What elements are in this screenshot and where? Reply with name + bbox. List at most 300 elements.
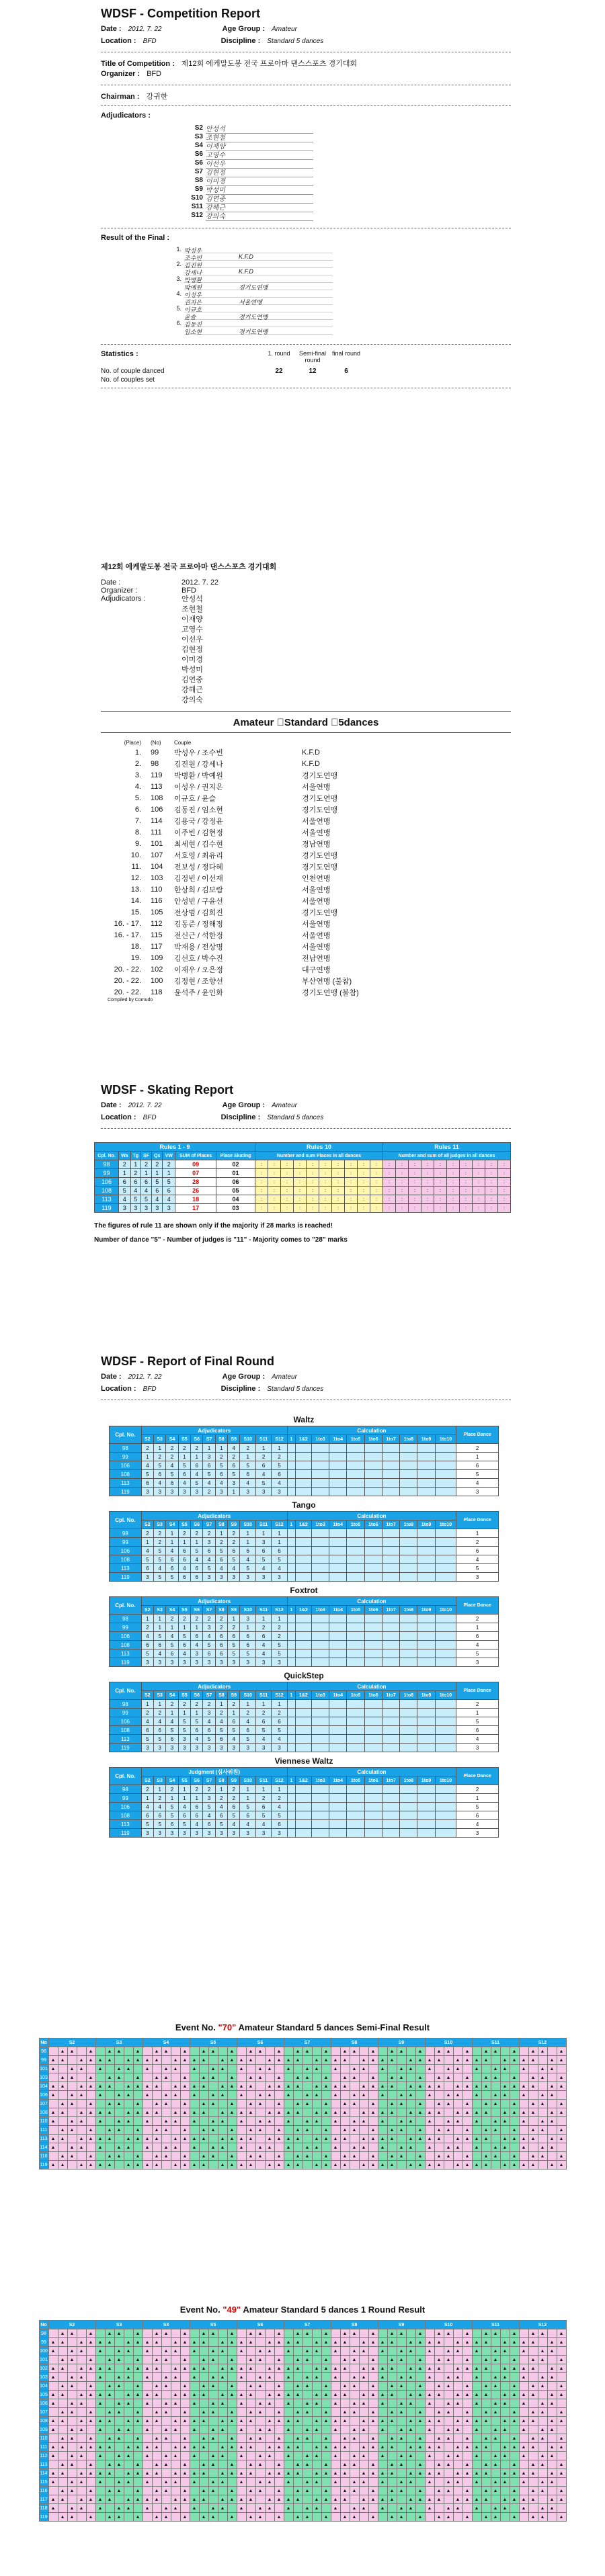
place-dance: 4 (456, 1820, 499, 1829)
dance-row (110, 1470, 499, 1479)
event-mark-cell: ▲ (481, 2356, 491, 2364)
event-mark-cell: ▲ (227, 2338, 237, 2347)
event-mark-cell: ▲ (340, 2356, 350, 2364)
calc-header: 1to9 (417, 1435, 435, 1444)
event-judge-header: S11 (472, 2321, 519, 2329)
event-mark-cell: ▲ (331, 2417, 340, 2425)
event-row (39, 2100, 566, 2108)
event-mark-cell (86, 2478, 95, 2487)
event-mark-cell: ▲ (208, 2478, 218, 2487)
event-mark-cell: ▲ (557, 2152, 566, 2161)
event-mark-cell (312, 2047, 321, 2056)
event-row (39, 2347, 566, 2356)
event-mark-cell: ▲ (462, 2434, 472, 2443)
event-mark-cell: ▲ (510, 2073, 519, 2082)
event-mark-cell (67, 2417, 77, 2425)
event-mark-cell: ▲ (368, 2108, 378, 2117)
calc-cell (364, 1658, 382, 1667)
event-mark-cell: ▲ (557, 2469, 566, 2478)
event-mark-cell: ▲ (519, 2364, 528, 2373)
event-mark-cell: ▲ (227, 2152, 237, 2161)
event-mark-cell: ▲ (265, 2347, 274, 2356)
calc-cell (417, 1785, 435, 1794)
event-mark-cell: ▲ (124, 2443, 133, 2452)
calc-cell (435, 1735, 456, 1744)
event-mark-cell: ▲ (387, 2487, 397, 2495)
judge-mark: 1 (141, 1453, 153, 1461)
event-couple-no: 110 (39, 2434, 48, 2443)
event-mark-cell (528, 2065, 538, 2073)
summary-date-row (101, 578, 511, 587)
place-skating: 01 (216, 1169, 255, 1178)
result-club: 대구연맹 (302, 965, 331, 974)
event-mark-cell (397, 2417, 406, 2425)
event-mark-cell: ▲ (246, 2047, 255, 2056)
result-row (101, 918, 511, 929)
event-mark-cell (378, 2126, 387, 2135)
event-mark-cell (406, 2487, 415, 2495)
event-mark-cell: ▲ (227, 2513, 237, 2522)
dance-title: Foxtrot (290, 1586, 318, 1595)
place-dance: 1 (456, 1794, 499, 1803)
judge-mark: 6 (240, 1811, 256, 1820)
event-mark-cell (321, 2399, 331, 2408)
event-mark-cell: ▲ (500, 2443, 510, 2452)
judge-mark: 1 (272, 1529, 288, 1538)
event-mark-cell: ▲ (199, 2329, 208, 2338)
event-mark-cell (171, 2356, 180, 2364)
event-mark-cell (491, 2056, 500, 2065)
event-mark-cell (415, 2373, 425, 2382)
dance-place: 1 (152, 1169, 163, 1178)
event-mark-cell: ▲ (547, 2478, 557, 2487)
event-mark-cell (77, 2126, 86, 2135)
event-mark-cell: ▲ (387, 2082, 397, 2091)
event-mark-cell: ▲ (227, 2417, 237, 2425)
event-mark-cell (453, 2408, 462, 2417)
judge-mark: 1 (178, 1709, 190, 1717)
dance-title: Tango (292, 1500, 316, 1510)
event-mark-cell: ▲ (331, 2364, 340, 2373)
event-judge-header: S8 (331, 2321, 378, 2329)
judge-mark: 3 (228, 1744, 240, 1752)
summary-date-value: 2012. 7. 22 (182, 578, 219, 587)
event-mark-cell: ▲ (350, 2425, 359, 2434)
event-mark-cell: ▲ (397, 2347, 406, 2356)
event-mark-cell: ▲ (86, 2460, 95, 2469)
event-mark-cell: ▲ (171, 2495, 180, 2504)
event-mark-cell: ▲ (48, 2391, 58, 2399)
judge-header: S3 (154, 1776, 166, 1785)
event-mark-cell: ▲ (171, 2425, 180, 2434)
event-mark-cell (77, 2047, 86, 2056)
event-mark-cell: ▲ (491, 2460, 500, 2469)
event-mark-cell: ▲ (77, 2391, 86, 2399)
event-mark-cell: ▲ (331, 2161, 340, 2170)
event-mark-cell: ▲ (387, 2434, 397, 2443)
calc-cell (295, 1461, 311, 1470)
event-mark-cell: ▲ (265, 2108, 274, 2117)
event-mark-cell: ▲ (255, 2504, 265, 2513)
event-row (39, 2382, 566, 2391)
event-mark-cell (105, 2452, 114, 2460)
event-mark-cell (321, 2425, 331, 2434)
event-mark-cell: ▲ (161, 2073, 171, 2082)
event-mark-cell: ▲ (321, 2338, 331, 2347)
event-mark-cell (500, 2408, 510, 2417)
event-mark-cell: ▲ (218, 2065, 227, 2073)
event-mark-cell: ▲ (95, 2425, 105, 2434)
judge-mark: 6 (203, 1461, 215, 1470)
event-mark-cell: ▲ (500, 2478, 510, 2487)
event-mark-cell: ▲ (500, 2417, 510, 2425)
judge-mark: 1 (272, 1700, 288, 1709)
event-mark-cell: ▲ (406, 2065, 415, 2073)
cpl-no: 98 (110, 1785, 142, 1794)
event-mark-cell (453, 2152, 462, 2161)
event-mark-cell: ▲ (425, 2065, 434, 2073)
event-mark-cell: ▲ (538, 2434, 547, 2443)
discipline-value: Standard 5 dances (267, 1114, 324, 1121)
event-mark-cell (143, 2408, 152, 2417)
adjudicators-header: Adjudicators (141, 1682, 287, 1691)
event-mark-cell (557, 2504, 566, 2513)
event-mark-cell: ▲ (293, 2443, 302, 2452)
judge-mark: 4 (178, 1564, 190, 1573)
event-mark-cell: ▲ (293, 2082, 302, 2091)
date-row (101, 25, 511, 37)
sum-places: 26 (175, 1187, 216, 1195)
rule10-cell: : (281, 1160, 294, 1169)
dance-place: 5 (130, 1195, 141, 1204)
judge-mark: 6 (191, 1564, 203, 1573)
event-mark-cell: ▲ (58, 2135, 67, 2143)
event-couple-no: 111 (39, 2443, 48, 2452)
event-mark-cell: ▲ (152, 2391, 161, 2399)
stats-row (101, 376, 511, 385)
event-mark-cell: ▲ (161, 2399, 171, 2408)
event-mark-cell: ▲ (425, 2469, 434, 2478)
calc-cell (382, 1641, 399, 1649)
judge-mark: 5 (256, 1479, 272, 1488)
event-mark-cell: ▲ (255, 2117, 265, 2126)
calc-cell (435, 1461, 456, 1470)
event-mark-cell: ▲ (444, 2152, 453, 2161)
event-mark-cell: ▲ (462, 2073, 472, 2082)
event-mark-cell (161, 2364, 171, 2373)
event-mark-cell: ▲ (472, 2504, 481, 2513)
cpl-header: Cpl. No. (110, 1682, 142, 1700)
event-mark-cell: ▲ (124, 2495, 133, 2504)
event-mark-cell (500, 2460, 510, 2469)
event-mark-cell: ▲ (359, 2338, 368, 2347)
event-header-row (39, 2321, 566, 2329)
event-mark-cell (472, 2513, 481, 2522)
event-mark-cell (359, 2513, 368, 2522)
judge-header: S10 (240, 1606, 256, 1615)
event-mark-cell (491, 2108, 500, 2117)
event-mark-cell (340, 2117, 350, 2126)
event-mark-cell (481, 2065, 491, 2073)
event-couple-no: 101 (39, 2356, 48, 2364)
judge-mark: 1 (166, 1794, 178, 1803)
rule10-cell: : (255, 1178, 268, 1187)
event-mark-cell (462, 2478, 472, 2487)
event-mark-cell: ▲ (105, 2469, 114, 2478)
event-mark-cell: ▲ (406, 2504, 415, 2513)
event-mark-cell (171, 2382, 180, 2391)
result-couple: 김정빈 / 이선재 (174, 874, 223, 883)
judge-mark: 6 (141, 1564, 153, 1573)
event-mark-cell (284, 2408, 293, 2417)
event-49-title (0, 2305, 605, 2315)
judge-mark: 4 (240, 1479, 256, 1488)
judge-mark: 4 (272, 1479, 288, 1488)
event-mark-cell: ▲ (415, 2135, 425, 2143)
event-mark-cell (340, 2373, 350, 2382)
event-mark-cell: ▲ (114, 2065, 124, 2073)
event-mark-cell: ▲ (481, 2100, 491, 2108)
judge-header: S9 (228, 1520, 240, 1529)
summary-organizer-row (101, 587, 511, 595)
event-mark-cell (557, 2399, 566, 2408)
judge-mark: 3 (228, 1479, 240, 1488)
rule11-cell: : (447, 1178, 460, 1187)
event-mark-cell (312, 2487, 321, 2495)
event-mark-cell: ▲ (434, 2108, 444, 2117)
judge-mark: 6 (272, 1820, 288, 1829)
event-mark-cell: ▲ (425, 2108, 434, 2117)
judge-mark: 6 (256, 1717, 272, 1726)
event-mark-cell: ▲ (48, 2143, 58, 2152)
event-mark-cell: ▲ (302, 2373, 312, 2382)
rule10-cell: : (294, 1169, 307, 1178)
event-mark-cell (77, 2356, 86, 2364)
calc-cell (329, 1829, 347, 1838)
judge-header: S3 (154, 1691, 166, 1700)
event-mark-cell: ▲ (48, 2478, 58, 2487)
judge-mark: 1 (228, 1615, 240, 1623)
judge-mark: 1 (191, 1453, 203, 1461)
place-dance: 6 (456, 1811, 499, 1820)
result-couple: 김동진 / 임소현 (174, 806, 223, 814)
final-result-row (161, 253, 511, 261)
adjudicator-row (182, 211, 511, 220)
event-mark-cell: ▲ (95, 2338, 105, 2347)
calc-header: 1 (287, 1691, 295, 1700)
event-mark-cell: ▲ (237, 2091, 246, 2100)
final-club: K.F.D (235, 253, 333, 261)
event-mark-cell: ▲ (237, 2495, 246, 2504)
rule10-cell: : (281, 1195, 294, 1204)
event-mark-cell (547, 2126, 557, 2135)
rule11-cell: : (447, 1160, 460, 1169)
event-mark-cell: ▲ (491, 2329, 500, 2338)
event-mark-cell: ▲ (481, 2469, 491, 2478)
event-couple-no: 117 (39, 2495, 48, 2504)
event-mark-cell: ▲ (237, 2504, 246, 2513)
judge-mark: 3 (240, 1658, 256, 1667)
event-mark-cell: ▲ (462, 2364, 472, 2373)
event-mark-cell: ▲ (227, 2408, 237, 2417)
event-mark-cell: ▲ (133, 2487, 143, 2495)
event-mark-cell: ▲ (340, 2073, 350, 2082)
event-mark-cell: ▲ (472, 2091, 481, 2100)
event-mark-cell: ▲ (321, 2329, 331, 2338)
calc-cell (400, 1555, 417, 1564)
event-mark-cell (237, 2487, 246, 2495)
event-mark-cell (472, 2460, 481, 2469)
calc-cell (435, 1547, 456, 1555)
event-mark-cell (67, 2135, 77, 2143)
location-label: Location : (101, 1385, 136, 1393)
event-mark-cell (218, 2100, 227, 2108)
final-club: 경기도연맹 (235, 283, 333, 290)
event-mark-cell (199, 2478, 208, 2487)
event-mark-cell: ▲ (491, 2425, 500, 2434)
event-mark-cell (444, 2469, 453, 2478)
result-place: 9. (134, 839, 141, 848)
event-mark-cell (152, 2452, 161, 2460)
judge-mark: 6 (228, 1717, 240, 1726)
judge-mark: 4 (191, 1555, 203, 1564)
event-mark-cell: ▲ (86, 2417, 95, 2425)
event-70-section (0, 2022, 605, 2170)
event-mark-cell: ▲ (227, 2100, 237, 2108)
event-mark-cell (500, 2434, 510, 2443)
event-mark-cell (444, 2495, 453, 2504)
event-mark-cell (397, 2495, 406, 2504)
event-mark-cell (86, 2143, 95, 2152)
event-mark-cell (208, 2364, 218, 2373)
event-mark-cell (472, 2152, 481, 2161)
judge-mark: 1 (178, 1785, 190, 1794)
judge-mark: 3 (154, 1744, 166, 1752)
calc-cell (329, 1461, 347, 1470)
event-mark-cell: ▲ (321, 2495, 331, 2504)
event-mark-cell (265, 2487, 274, 2495)
adjudicator-name: 강의숙 (206, 210, 313, 221)
event-couple-no: 116 (39, 2487, 48, 2495)
event-mark-cell: ▲ (86, 2161, 95, 2170)
judge-mark: 4 (178, 1649, 190, 1658)
event-mark-cell (547, 2152, 557, 2161)
event-mark-cell: ▲ (453, 2364, 462, 2373)
event-mark-cell: ▲ (406, 2056, 415, 2065)
calc-cell (435, 1794, 456, 1803)
event-mark-cell: ▲ (218, 2117, 227, 2126)
result-place: 20. - 22. (114, 965, 141, 974)
event-mark-cell: ▲ (472, 2391, 481, 2399)
event-mark-cell: ▲ (171, 2108, 180, 2117)
event-mark-cell: ▲ (547, 2495, 557, 2504)
event-mark-cell: ▲ (255, 2065, 265, 2073)
event-mark-cell: ▲ (557, 2329, 566, 2338)
event-mark-cell: ▲ (491, 2152, 500, 2161)
judge-mark: 6 (178, 1811, 190, 1820)
event-mark-cell (86, 2065, 95, 2073)
event-mark-cell (246, 2504, 255, 2513)
dance-row (110, 1829, 499, 1838)
event-mark-cell: ▲ (95, 2108, 105, 2117)
final-club: 경기도연맹 (235, 312, 333, 320)
event-judge-header: S12 (519, 2321, 566, 2329)
event-mark-cell (519, 2329, 528, 2338)
rule10-cell: : (332, 1195, 345, 1204)
dance-row (110, 1573, 499, 1582)
event-mark-cell (208, 2443, 218, 2452)
calc-cell (417, 1453, 435, 1461)
event-mark-cell: ▲ (237, 2056, 246, 2065)
result-couple: 안성빈 / 구윤선 (174, 897, 223, 906)
event-couple-no: 119 (39, 2513, 48, 2522)
result-row (101, 906, 511, 918)
event-mark-cell (133, 2504, 143, 2513)
event-mark-cell: ▲ (105, 2443, 114, 2452)
final-club: K.F.D (235, 268, 333, 275)
event-mark-cell (547, 2073, 557, 2082)
event-mark-cell: ▲ (519, 2399, 528, 2408)
result-couple: 이규호 / 윤슬 (174, 794, 216, 803)
col-place: (Place) (124, 739, 141, 746)
judge-mark: 6 (191, 1632, 203, 1641)
event-mark-cell: ▲ (284, 2364, 293, 2373)
judge-mark: 3 (203, 1709, 215, 1717)
event-mark-cell: ▲ (255, 2329, 265, 2338)
result-no: 101 (151, 839, 163, 848)
col-couple: Couple (174, 739, 192, 746)
event-mark-cell: ▲ (180, 2460, 190, 2469)
event-mark-cell: ▲ (359, 2417, 368, 2425)
event-mark-cell: ▲ (481, 2408, 491, 2417)
dance-place: 2 (152, 1160, 163, 1169)
event-mark-cell: ▲ (171, 2143, 180, 2152)
event-mark-cell: ▲ (510, 2338, 519, 2347)
event-mark-cell: ▲ (190, 2143, 199, 2152)
event-mark-cell (293, 2091, 302, 2100)
event-mark-cell: ▲ (321, 2443, 331, 2452)
result-place: 15. (130, 908, 141, 916)
event-mark-cell: ▲ (105, 2161, 114, 2170)
rule11-cell: : (421, 1187, 434, 1195)
event-mark-cell (340, 2347, 350, 2356)
calc-header: 1to9 (417, 1520, 435, 1529)
event-mark-cell: ▲ (321, 2408, 331, 2417)
judge-mark: 3 (191, 1744, 203, 1752)
calc-cell (329, 1794, 347, 1803)
event-mark-cell (143, 2126, 152, 2135)
event-judge-header: S9 (378, 2038, 425, 2047)
event-mark-cell (190, 2047, 199, 2056)
rule10-cell: : (255, 1195, 268, 1204)
event-mark-cell: ▲ (528, 2391, 538, 2399)
event-mark-cell: ▲ (331, 2391, 340, 2399)
event-49-prefix: Event No. (179, 2305, 220, 2315)
skating-header-row (95, 1143, 511, 1152)
event-mark-cell: ▲ (434, 2161, 444, 2170)
event-mark-cell (528, 2347, 538, 2356)
event-judge-header: S3 (95, 2321, 143, 2329)
event-mark-cell: ▲ (491, 2065, 500, 2073)
result-place: 20. - 22. (114, 976, 141, 985)
event-mark-cell: ▲ (302, 2073, 312, 2082)
judge-mark: 4 (240, 1820, 256, 1829)
event-mark-cell: ▲ (350, 2478, 359, 2487)
event-mark-cell: ▲ (434, 2073, 444, 2082)
skating-col-header: SUM of Places (175, 1152, 216, 1160)
calc-header: 1to10 (435, 1691, 456, 1700)
event-mark-cell: ▲ (161, 2100, 171, 2108)
